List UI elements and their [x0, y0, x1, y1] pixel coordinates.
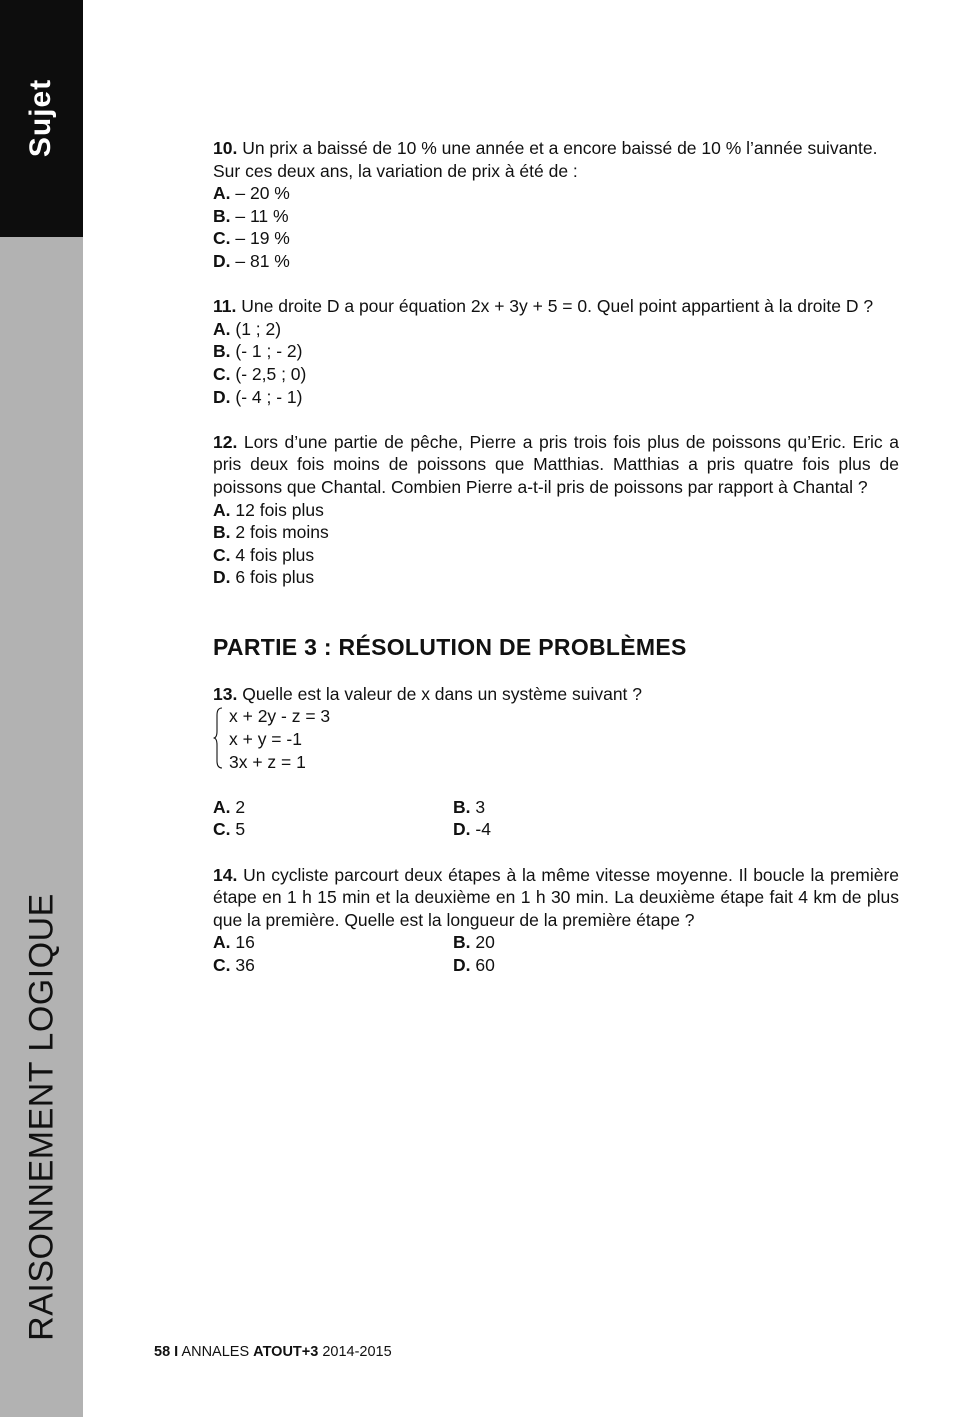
question-number: 12. — [213, 431, 238, 452]
option-c — [213, 227, 899, 250]
option-text: 5 — [235, 819, 246, 840]
option-letter: D. — [213, 250, 231, 271]
option-c — [213, 363, 899, 386]
option-text: (- 2,5 ; 0) — [235, 363, 307, 384]
option-letter: D. — [453, 819, 471, 840]
question-text — [213, 864, 899, 932]
option-letter: C. — [213, 228, 231, 249]
sidebar-top-label: Sujet — [24, 78, 57, 158]
footer-separator: I — [174, 1344, 179, 1360]
options-grid — [213, 931, 899, 976]
option-d — [453, 818, 693, 841]
question-13 — [213, 683, 899, 841]
option-b — [213, 521, 899, 544]
footer-prefix: ANNALES — [181, 1344, 250, 1360]
option-letter: D. — [453, 955, 471, 975]
option-c — [213, 544, 899, 567]
equation-1: x + 2y - z = 3 — [229, 706, 331, 727]
option-letter: C. — [213, 544, 231, 565]
option-letter: B. — [453, 796, 471, 817]
option-text: – 11 % — [235, 205, 289, 226]
equation-2: x + y = -1 — [229, 729, 302, 750]
option-a — [213, 318, 899, 341]
option-text: 2 — [235, 796, 246, 817]
sidebar-top-block — [0, 0, 83, 237]
option-b — [453, 931, 693, 954]
page-footer — [154, 1344, 392, 1360]
option-letter: C. — [213, 819, 231, 840]
question-text — [213, 137, 899, 182]
option-text: 12 fois plus — [235, 499, 324, 520]
option-b — [213, 205, 899, 228]
question-14 — [213, 864, 899, 977]
footer-years: 2014-2015 — [322, 1344, 392, 1360]
option-letter: A. — [213, 499, 231, 520]
option-letter: C. — [213, 363, 231, 384]
option-text: 6 fois plus — [235, 567, 315, 588]
option-letter: D. — [213, 567, 231, 588]
option-letter: A. — [213, 796, 231, 817]
page-content — [213, 137, 899, 999]
option-d — [453, 954, 693, 977]
option-letter: B. — [213, 205, 231, 226]
question-number: 13. — [213, 683, 238, 704]
curly-brace-icon — [213, 707, 223, 769]
question-text — [213, 431, 899, 499]
section-title: PARTIE 3 : RÉSOLUTION DE PROBLÈMES — [213, 633, 687, 660]
question-text — [213, 295, 899, 318]
option-letter: A. — [213, 932, 231, 953]
option-a — [213, 796, 453, 819]
options-grid — [213, 796, 899, 841]
option-letter: D. — [213, 386, 231, 407]
equation-system — [213, 705, 899, 773]
option-c — [213, 818, 453, 841]
page-number: 58 — [154, 1344, 171, 1360]
question-number: 10. — [213, 138, 238, 158]
question-10 — [213, 137, 899, 273]
option-letter: B. — [213, 341, 231, 362]
question-12 — [213, 431, 899, 589]
option-letter: B. — [213, 522, 231, 543]
option-letter: A. — [213, 318, 231, 339]
option-text: (- 4 ; - 1) — [235, 386, 303, 407]
question-body: Un prix a baissé de 10 % une année et a encore baissé de 10 % l’année suivante. Sur ces deux ans, la variation de prix à été de : — [213, 138, 878, 181]
option-text: 3 — [475, 796, 486, 817]
option-text: – 20 % — [235, 183, 290, 204]
option-text: – 81 % — [235, 250, 290, 271]
option-letter: A. — [213, 183, 231, 204]
question-body: Lors d’une partie de pêche, Pierre a pris trois fois plus de poissons qu’Eric. Eric a pris deux fois moins de poissons que Matthias. Matthias a pris quatre fois plus de poissons que Chantal. Combien Pierre a-t-il pris de poissons par rapport à Chantal ? — [213, 431, 899, 497]
option-b — [453, 796, 693, 819]
option-text: (1 ; 2) — [235, 318, 282, 339]
option-a — [213, 499, 899, 522]
equation-3: 3x + z = 1 — [229, 751, 306, 772]
option-text: 4 fois plus — [235, 544, 315, 565]
option-text: 16 — [235, 932, 255, 953]
sidebar-bottom-label: RAISONNEMENT LOGIQUE — [22, 893, 61, 1341]
option-text: -4 — [475, 819, 491, 840]
option-text: 2 fois moins — [235, 522, 329, 543]
question-body: Quelle est la valeur de x dans un système suivant ? — [242, 683, 643, 704]
option-d — [213, 386, 899, 409]
option-d — [213, 566, 899, 589]
question-11 — [213, 295, 899, 408]
option-letter: C. — [213, 955, 231, 975]
option-letter: B. — [453, 932, 471, 953]
option-text: – 19 % — [235, 228, 290, 249]
question-body: Une droite D a pour équation 2x + 3y + 5 = 0. Quel point appartient à la droite D ? — [241, 296, 874, 317]
question-body: Un cycliste parcourt deux étapes à la même vitesse moyenne. Il boucle la première étape en 1 h 15 min et la deuxième en 1 h 30 min. La deuxième étape fait 4 km de plus que la première. Quelle est la longueur de la première étape ? — [213, 864, 900, 930]
option-text: 36 — [235, 955, 255, 975]
option-text: (- 1 ; - 2) — [235, 341, 303, 362]
question-number: 11. — [213, 296, 237, 317]
question-number: 14. — [213, 864, 238, 885]
option-d — [213, 250, 899, 273]
question-text — [213, 683, 899, 706]
option-c — [213, 954, 453, 977]
option-text: 20 — [475, 932, 495, 953]
option-text: 60 — [475, 955, 495, 975]
option-a — [213, 182, 899, 205]
option-a — [213, 931, 453, 954]
option-b — [213, 340, 899, 363]
footer-brand: ATOUT+3 — [253, 1344, 319, 1360]
